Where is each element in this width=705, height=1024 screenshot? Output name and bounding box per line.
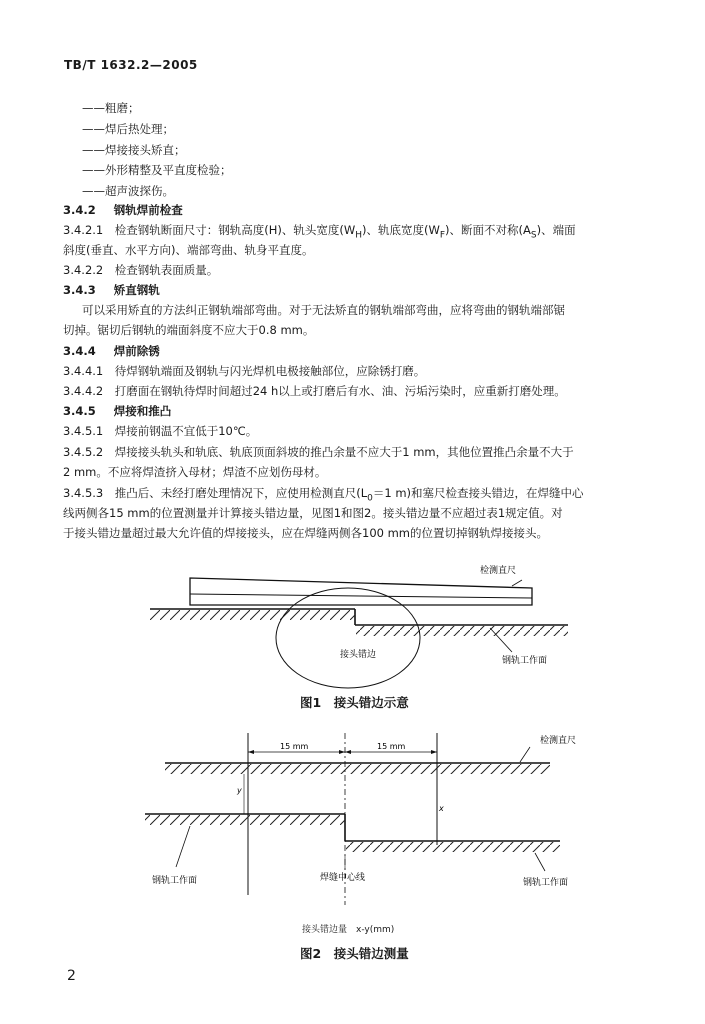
section-title: 焊前除锈 — [113, 344, 160, 358]
document-header: TB/T 1632.2—2005 — [64, 58, 198, 72]
fig2-label-center: 焊缝中心线 — [320, 873, 366, 883]
para-3-4-2-2: 3.4.2.2 检查钢轨表面质量。 — [63, 263, 219, 277]
para-3-4-3-line1: 可以采用矫直的方法纠正钢轨端部弯曲。对于无法矫直的钢轨端部弯曲，应将弯曲的钢轨端部锯 — [82, 303, 565, 317]
fig1-label-offset: 接头错边 — [340, 650, 377, 660]
section-3-4-4-heading — [63, 342, 160, 360]
section-number: 3.4.4 — [63, 344, 96, 358]
fig2-label-surface-right: 钢轨工作面 — [523, 878, 569, 888]
step-item: ——超声波探伤。 — [82, 184, 174, 198]
figure-2-caption: 图2 接头错边测量 — [300, 946, 409, 961]
fig2-label-surface-left: 钢轨工作面 — [152, 876, 198, 886]
section-title: 矫直钢轨 — [113, 283, 160, 297]
para-3-4-2-1-line1: 3.4.2.1 检查钢轨断面尺寸：钢轨高度(H)、轨头宽度$(W_H)$、轨底宽度$(W_F)$、断面不对称$(A_S)$、端面 — [63, 223, 576, 241]
section-3-4-2-heading — [63, 201, 183, 219]
figure-1-caption: 图1 接头错边示意 — [300, 695, 409, 710]
section-number: 3.4.3 — [63, 283, 96, 297]
step-item: ——粗磨； — [82, 101, 140, 115]
step-item: ——焊接接头矫直； — [82, 143, 186, 157]
page-number: 2 — [67, 968, 76, 984]
fig2-dim-right: 15 mm — [377, 742, 406, 751]
section-number: 3.4.2 — [63, 203, 96, 217]
para-3-4-5-1: 3.4.5.1 焊接前钢温不宜低于10℃。 — [63, 424, 258, 438]
fig2-label-y: y — [237, 786, 242, 795]
fig2-label-ruler: 检测直尺 — [540, 736, 577, 746]
para-3-4-5-2-line2: 2 mm。不应将焊渣挤入母材；焊渣不应划伤母材。 — [63, 465, 327, 479]
para-3-4-2-1-line2: 斜度(垂直、水平方向)、端部弯曲、轨身平直度。 — [63, 243, 314, 257]
fig2-dim-left: 15 mm — [280, 742, 309, 751]
section-3-4-3-heading — [63, 281, 160, 299]
para-3-4-5-3-line1: 3.4.5.3 推凸后、未经打磨处理情况下，应使用检测直尺($L_0=1$ m)和塞尺检查接头错边，在焊缝中心 — [63, 486, 584, 504]
fig2-formula: 接头错边量 x-y(mm) — [302, 925, 395, 935]
para-3-4-3-line2: 切掉。锯切后钢轨的端面斜度不应大于0.8 mm。 — [63, 323, 315, 337]
para-3-4-4-1: 3.4.4.1 待焊钢轨端面及钢轨与闪光焊机电极接触部位，应除锈打磨。 — [63, 364, 426, 378]
section-title: 焊接和推凸 — [113, 404, 172, 418]
section-3-4-5-heading — [63, 402, 171, 420]
step-item: ——焊后热处理； — [82, 122, 174, 136]
section-number: 3.4.5 — [63, 404, 96, 418]
fig2-label-x: x — [439, 804, 444, 813]
para-3-4-5-2-line1: 3.4.5.2 焊接接头轨头和轨底、轨底顶面斜坡的推凸余量不应大于1 mm，其他位置推凸余量不大于 — [63, 445, 574, 459]
fig1-label-surface: 钢轨工作面 — [502, 656, 548, 666]
figure-1-diagram — [140, 550, 580, 690]
step-item: ——外形精整及平直度检验； — [82, 163, 232, 177]
section-title: 钢轨焊前检查 — [113, 203, 183, 217]
para-3-4-5-3-line2: 线两侧各15 mm的位置测量并计算接头错边量，见图1和图2。接头错边量不应超过表1规定值。对 — [63, 506, 563, 520]
figure-2-diagram — [140, 725, 590, 915]
fig1-label-ruler: 检测直尺 — [480, 566, 517, 576]
para-3-4-5-3-line3: 于接头错边量超过最大允许值的焊接接头，应在焊缝两侧各100 mm的位置切掉钢轨焊接接头。 — [63, 526, 549, 540]
para-3-4-4-2: 3.4.4.2 打磨面在钢轨待焊时间超过24 h以上或打磨后有水、油、污垢污染时，应重新打磨处理。 — [63, 384, 566, 398]
